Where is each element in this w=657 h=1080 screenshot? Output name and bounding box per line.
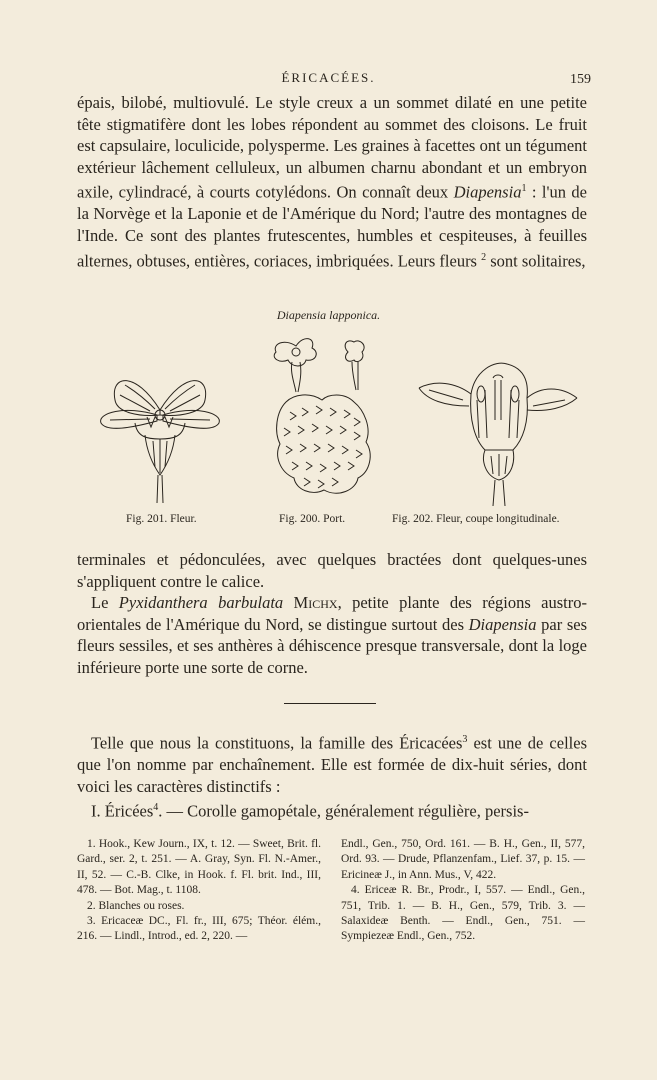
footnote-2: 2. Blanches ou roses. xyxy=(87,899,185,912)
footnote-marker: 1 xyxy=(521,183,527,195)
plant-habit-illustration xyxy=(266,332,378,504)
footnote-3-continued: Endl., Gen., 750, Ord. 161. — B. H., Gen., II, 577, Ord. 93. — Drude, Pflanzenfam., Lief. 37, p. 15. — Ericineæ J., in Ann. Mus., V, 422. xyxy=(341,838,585,881)
paragraph-text: . — Corolle gamopétale, généralement régulière, persis- xyxy=(158,801,529,821)
page-number: 159 xyxy=(570,72,591,87)
figure-label-201: Fig. 201. Fleur. xyxy=(126,513,197,525)
paragraph-ericaceae-family xyxy=(77,729,587,822)
footnote-3: 3. Ericaceæ DC., Fl. fr., III, 675; Théor. élém., 216. — Lindl., Introd., ed. 2, 220. — xyxy=(77,915,321,943)
paragraph-pyxidanthera xyxy=(77,549,587,679)
figure-label-202: Fig. 202. Fleur, coupe longitudinale. xyxy=(392,513,560,525)
paragraph-text: par ses fleurs sessiles, et ses anthères à déhiscence presque transversale, dont la loge inférieure porte une sorte de corne. xyxy=(77,614,588,677)
paragraph-indent-block xyxy=(77,592,587,678)
flower-section-illustration xyxy=(415,360,581,508)
footnote-marker: 2 xyxy=(481,251,487,263)
paragraph-indent-block xyxy=(77,797,587,822)
genus-name-diapensia: Diapensia xyxy=(468,614,537,634)
paragraph-indent-block xyxy=(77,729,587,797)
footnotes-left-column xyxy=(77,837,321,945)
running-head xyxy=(0,70,657,90)
paragraph-text: Le xyxy=(91,593,119,613)
author-name: Michx xyxy=(283,593,338,613)
paragraph-text: Telle que nous la constituons, la famille des Éricacées xyxy=(91,733,463,753)
footnote-4: 4. Ericeæ R. Br., Prodr., I, 557. — Endl., Gen., 751, Trib. 1. — B. H., Gen., 579, Trib. 3. — Salaxideæ Benth. — Endl., Gen., 751. — Sympiezeæ Endl., Gen., 752. xyxy=(341,884,585,943)
footnote-1: 1. Hook., Kew Journ., IX, t. 12. — Sweet, Brit. fl. Gard., ser. 2, t. 251. — A. Gray, Syn. Fl. N.-Amer., II, 52. — C.-B. Clke, in Hook. f. Fl. brit. Ind., III, 478. — Bot. Mag., t. 1108. xyxy=(77,838,321,897)
figure-title: Diapensia lapponica. xyxy=(276,308,381,322)
footnote-marker: 4 xyxy=(153,802,159,814)
flower-illustration xyxy=(95,365,225,507)
paragraph-text: est une de celles que l'on nomme par enchaînement. Elle est formée de dix-huit séries, dont voici les caractères distinctifs : xyxy=(77,733,587,796)
footnotes-right-column xyxy=(341,837,585,945)
series-label: I. Éricées xyxy=(91,801,154,821)
paragraph-text: terminales et pédonculées, avec quelques bractées dont quelques-unes s'appliquent contre le calice. xyxy=(77,550,587,591)
genus-name-diapensia: Diapensia xyxy=(453,182,522,202)
paragraph-text: : l'un de la Norvège et la Laponie et de l'Amérique du Nord; l'autre des montagnes de l'Inde. Ce sont des plantes frutescentes, humbles et cespiteuses, à feuilles alternes, obtuses, entières, coriaces, imbriquées. Leurs fleurs xyxy=(77,182,587,271)
genus-name-pyxidanthera: Pyxidanthera barbulata xyxy=(118,593,284,613)
footnote-marker: 3 xyxy=(462,734,468,745)
paragraph-text: , petite plante des régions austro-orientales de l'Amérique du Nord, se distingue surtout des xyxy=(77,593,587,634)
figure-label-200: Fig. 200. Port. xyxy=(279,513,346,525)
running-title: ÉRICACÉES. xyxy=(281,70,376,85)
paragraph-text: sont solitaires, xyxy=(486,251,586,271)
paragraph-diapensia-description xyxy=(77,92,587,272)
section-divider xyxy=(284,703,376,704)
paragraph-text: épais, bilobé, multiovulé. Le style creux a un sommet dilaté en une petite tête stigmatifère dont les lobes répondent au sommet des cloisons. Le fruit est capsulaire, loculicide, polysperme. Les graines à facettes ont un tégument extérieur lâchement celluleux, un albumen charnu abondant et un embryon axile, cylindracé, à courts cotylédons. On connaît deux xyxy=(77,93,587,202)
